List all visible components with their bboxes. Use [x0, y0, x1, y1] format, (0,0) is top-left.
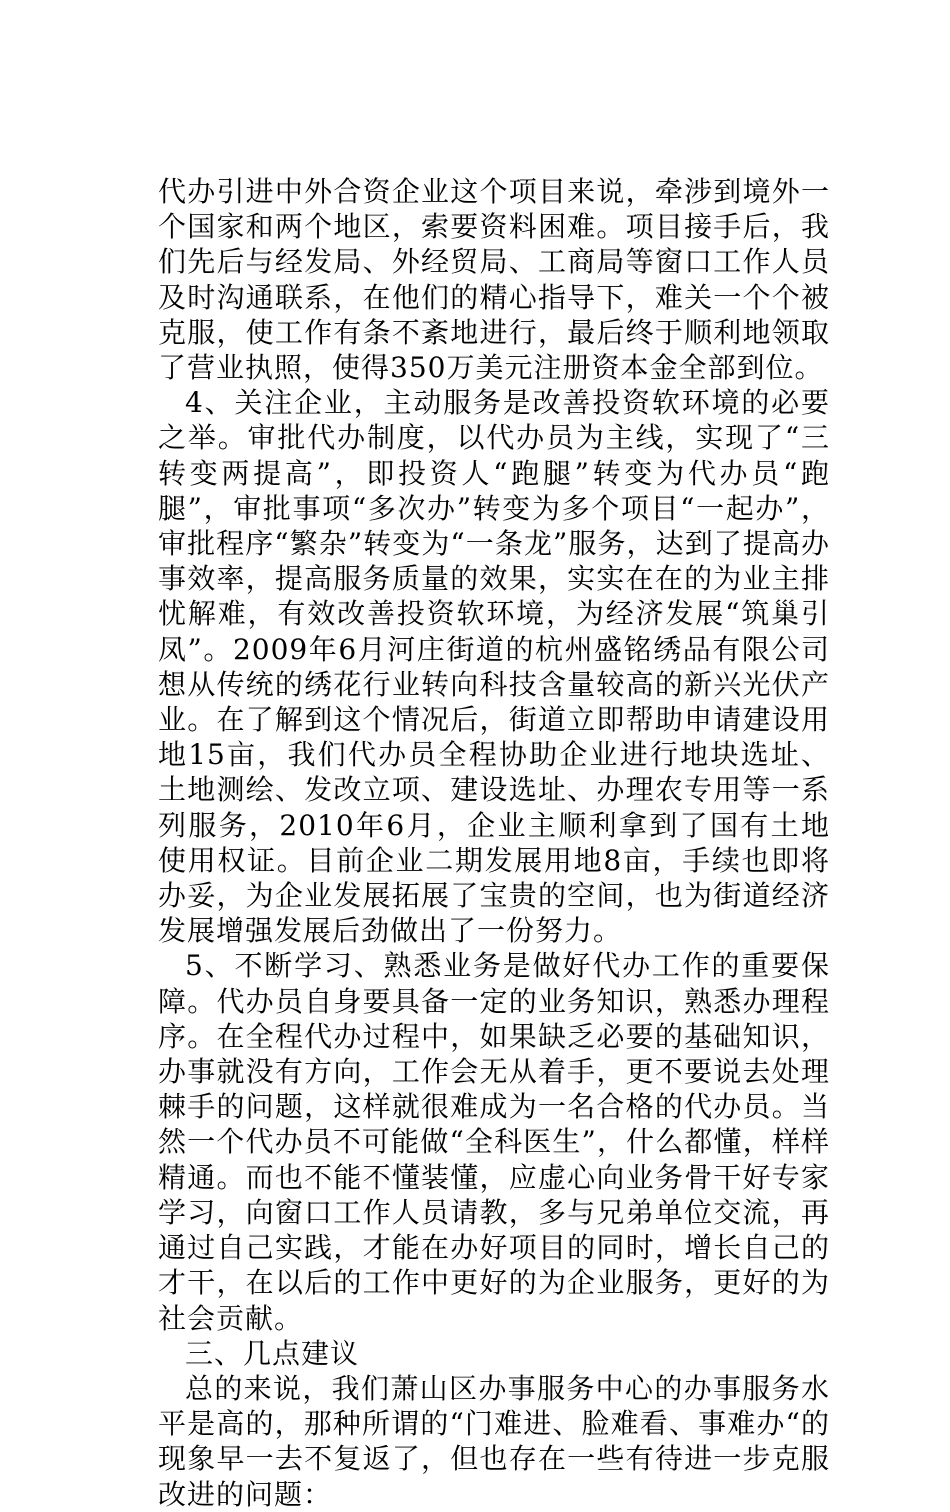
paragraph-item-4: 4、关注企业，主动服务是改善投资软环境的必要之举。审批代办制度，以代办员为主线，实现了“三转变两提高”，即投资人“跑腿”转变为代办员“跑腿”，审批事项“多次办”转变为多个项目“一起办”，审批程序“繁杂”转变为“一条龙”服务，达到了提高办事效率，提高服务质量的效果，实实在在的为业主排忧解难，有效改善投资软环境，为经济发展“筑巢引凤”。2009年6月河庄街道的杭州盛铭绣品有限公司想从传统的绣花行业转向科技含量较高的新兴光伏产业。在了解到这个情况后，街道立即帮助申请建设用地15亩，我们代办员全程协助企业进行地块选址、土地测绘、发改立项、建设选址、办理农专用等一系列服务，2010年6月，企业主顺利拿到了国有土地使用权证。目前企业二期发展用地8亩，手续也即将办妥，为企业发展拓展了宝贵的空间，也为街道经济发展增强发展后劲做出了一份努力。: [158, 386, 830, 948]
paragraph-item-5: 5、不断学习、熟悉业务是做好代办工作的重要保障。代办员自身要具备一定的业务知识，熟悉办理程序。在全程代办过程中，如果缺乏必要的基础知识，办事就没有方向，工作会无从着手，更不要说去处理棘手的问题，这样就很难成为一名合格的代办员。当然一个代办员不可能做“全科医生”，什么都懂，样样精通。而也不能不懂装懂，应虚心向业务骨干好专家学习，向窗口工作人员请教，多与兄弟单位交流，再通过自己实践，才能在办好项目的同时，增长自己的才干，在以后的工作中更好的为企业服务，更好的为社会贡献。: [158, 949, 830, 1335]
section-heading-suggestions: 三、几点建议: [185, 1336, 360, 1370]
document-body: [158, 174, 830, 1512]
paragraph-continuation: 代办引进中外合资企业这个项目来说，牵涉到境外一个国家和两个地区，索要资料困难。项目接手后，我们先后与经发局、外经贸局、工商局等窗口工作人员及时沟通联系，在他们的精心指导下，难关一个个被克服，使工作有条不紊地进行，最后终于顺利地领取了营业执照，使得350万美元注册资本金全部到位。: [158, 175, 830, 385]
paragraph-summary: 总的来说，我们萧山区办事服务中心的办事服务水平是高的，那种所谓的“门难进、脸难看、事难办“的现象早一去不复返了，但也存在一些有待进一步克服改进的问题：: [158, 1371, 830, 1511]
